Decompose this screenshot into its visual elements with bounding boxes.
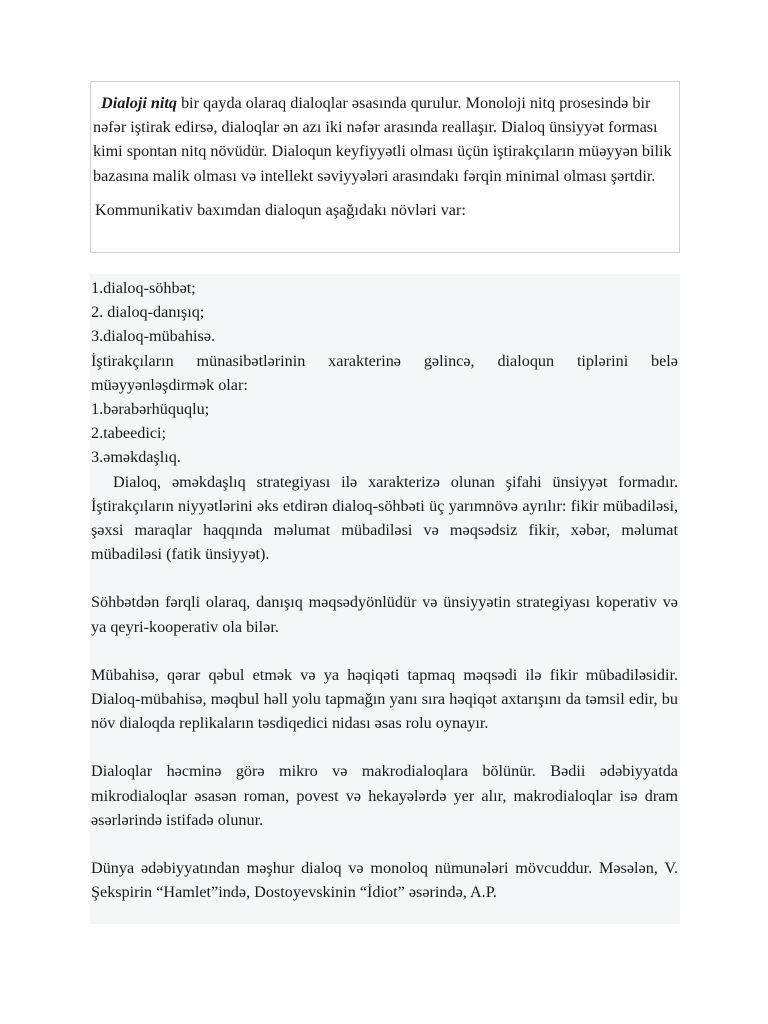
list-item: 1.dialoq-söhbət; (91, 279, 196, 297)
definition-text: bir qayda olaraq dialoqlar əsasında qurulur. Monoloji nitq prosesində bir nəfər iştirak edirsə, dialoqlar ən azı iki nəfər arasında reallaşır. Dialoq ünsiyyət forması kimi spontan nitq növüdür. Dialoqun keyfiyyətli olması üçün iştirakçıların müəyyən bilik bazasına malik olması və intellekt səviyyələri arasındakı fərqin minimal olması şərtdir. (93, 94, 672, 185)
list-item: 3.əməkdaşlıq. (91, 448, 181, 467)
list-item: 2. dialoq-danışıq; (91, 303, 205, 322)
volume-paragraph: Dialoqlar həcminə görə mikro və makrodialoqlara bölünür. Bədii ədəbiyyatda mikrodialoqlar əsasən roman, povest və hekayələrdə yer alır, makrodialoqlar isə dram əsərlərində istifadə olunur. (91, 762, 678, 829)
types-intro: Kommunikativ baxımdan dialoqun aşağıdakı növləri var: (95, 200, 466, 219)
list-item: 1.bərabərhüquqlu; (91, 400, 210, 419)
definition-paragraph (93, 91, 679, 188)
participants-intro: İştirakçıların münasibətlərinin xarakterinə gəlincə, dialoqun tiplərini belə müəyyənləşdirmək olar: (91, 351, 678, 394)
debate-paragraph: Mübahisə, qərar qəbul etmək və ya həqiqəti tapmaq məqsədi ilə fikir mübadiləsidir. Dialoq-mübahisə, məqbul həll yolu tapmağın yanı sıra həqiqət axtarışını da təmsil edir, bu növ dialoqda replikaların təsdiqedici nidası əsas rolu oynayır. (91, 665, 678, 733)
list-item: 2.tabeedici; (91, 424, 167, 443)
term-dialoji-nitq: Dialoji nitq (101, 94, 178, 112)
list-item: 3.dialoq-mübahisə. (91, 327, 216, 346)
cooperation-paragraph: Dialoq, əməkdaşlıq strategiyası ilə xarakterizə olunan şifahi ünsiyyət formadır. İştirakçıların niyyətlərini əks etdirən dialoq-söhbəti üç yarımnövə ayrılır: fikir mübadiləsi, şəxsi maraqlar haqqında məlumat mübadiləsi və məqsədsiz fikir, xəbər, məlumat mübadiləsi (fatik ünsiyyət). (91, 472, 678, 564)
main-content (91, 276, 678, 904)
conversation-paragraph: Söhbətdən fərqli olaraq, danışıq məqsədyönlüdür və ünsiyyətin strategiyası koperativ və ya qeyri-kooperativ ola bilər. (91, 593, 678, 636)
literature-paragraph: Dünya ədəbiyyatından məşhur dialoq və monoloq nümunələri mövcuddur. Məsələn, V. Şekspirin “Hamlet”ində, Dostoyevskinin “İdiot” əsərində, A.P. (91, 859, 678, 902)
highlighted-text-box (90, 81, 680, 253)
